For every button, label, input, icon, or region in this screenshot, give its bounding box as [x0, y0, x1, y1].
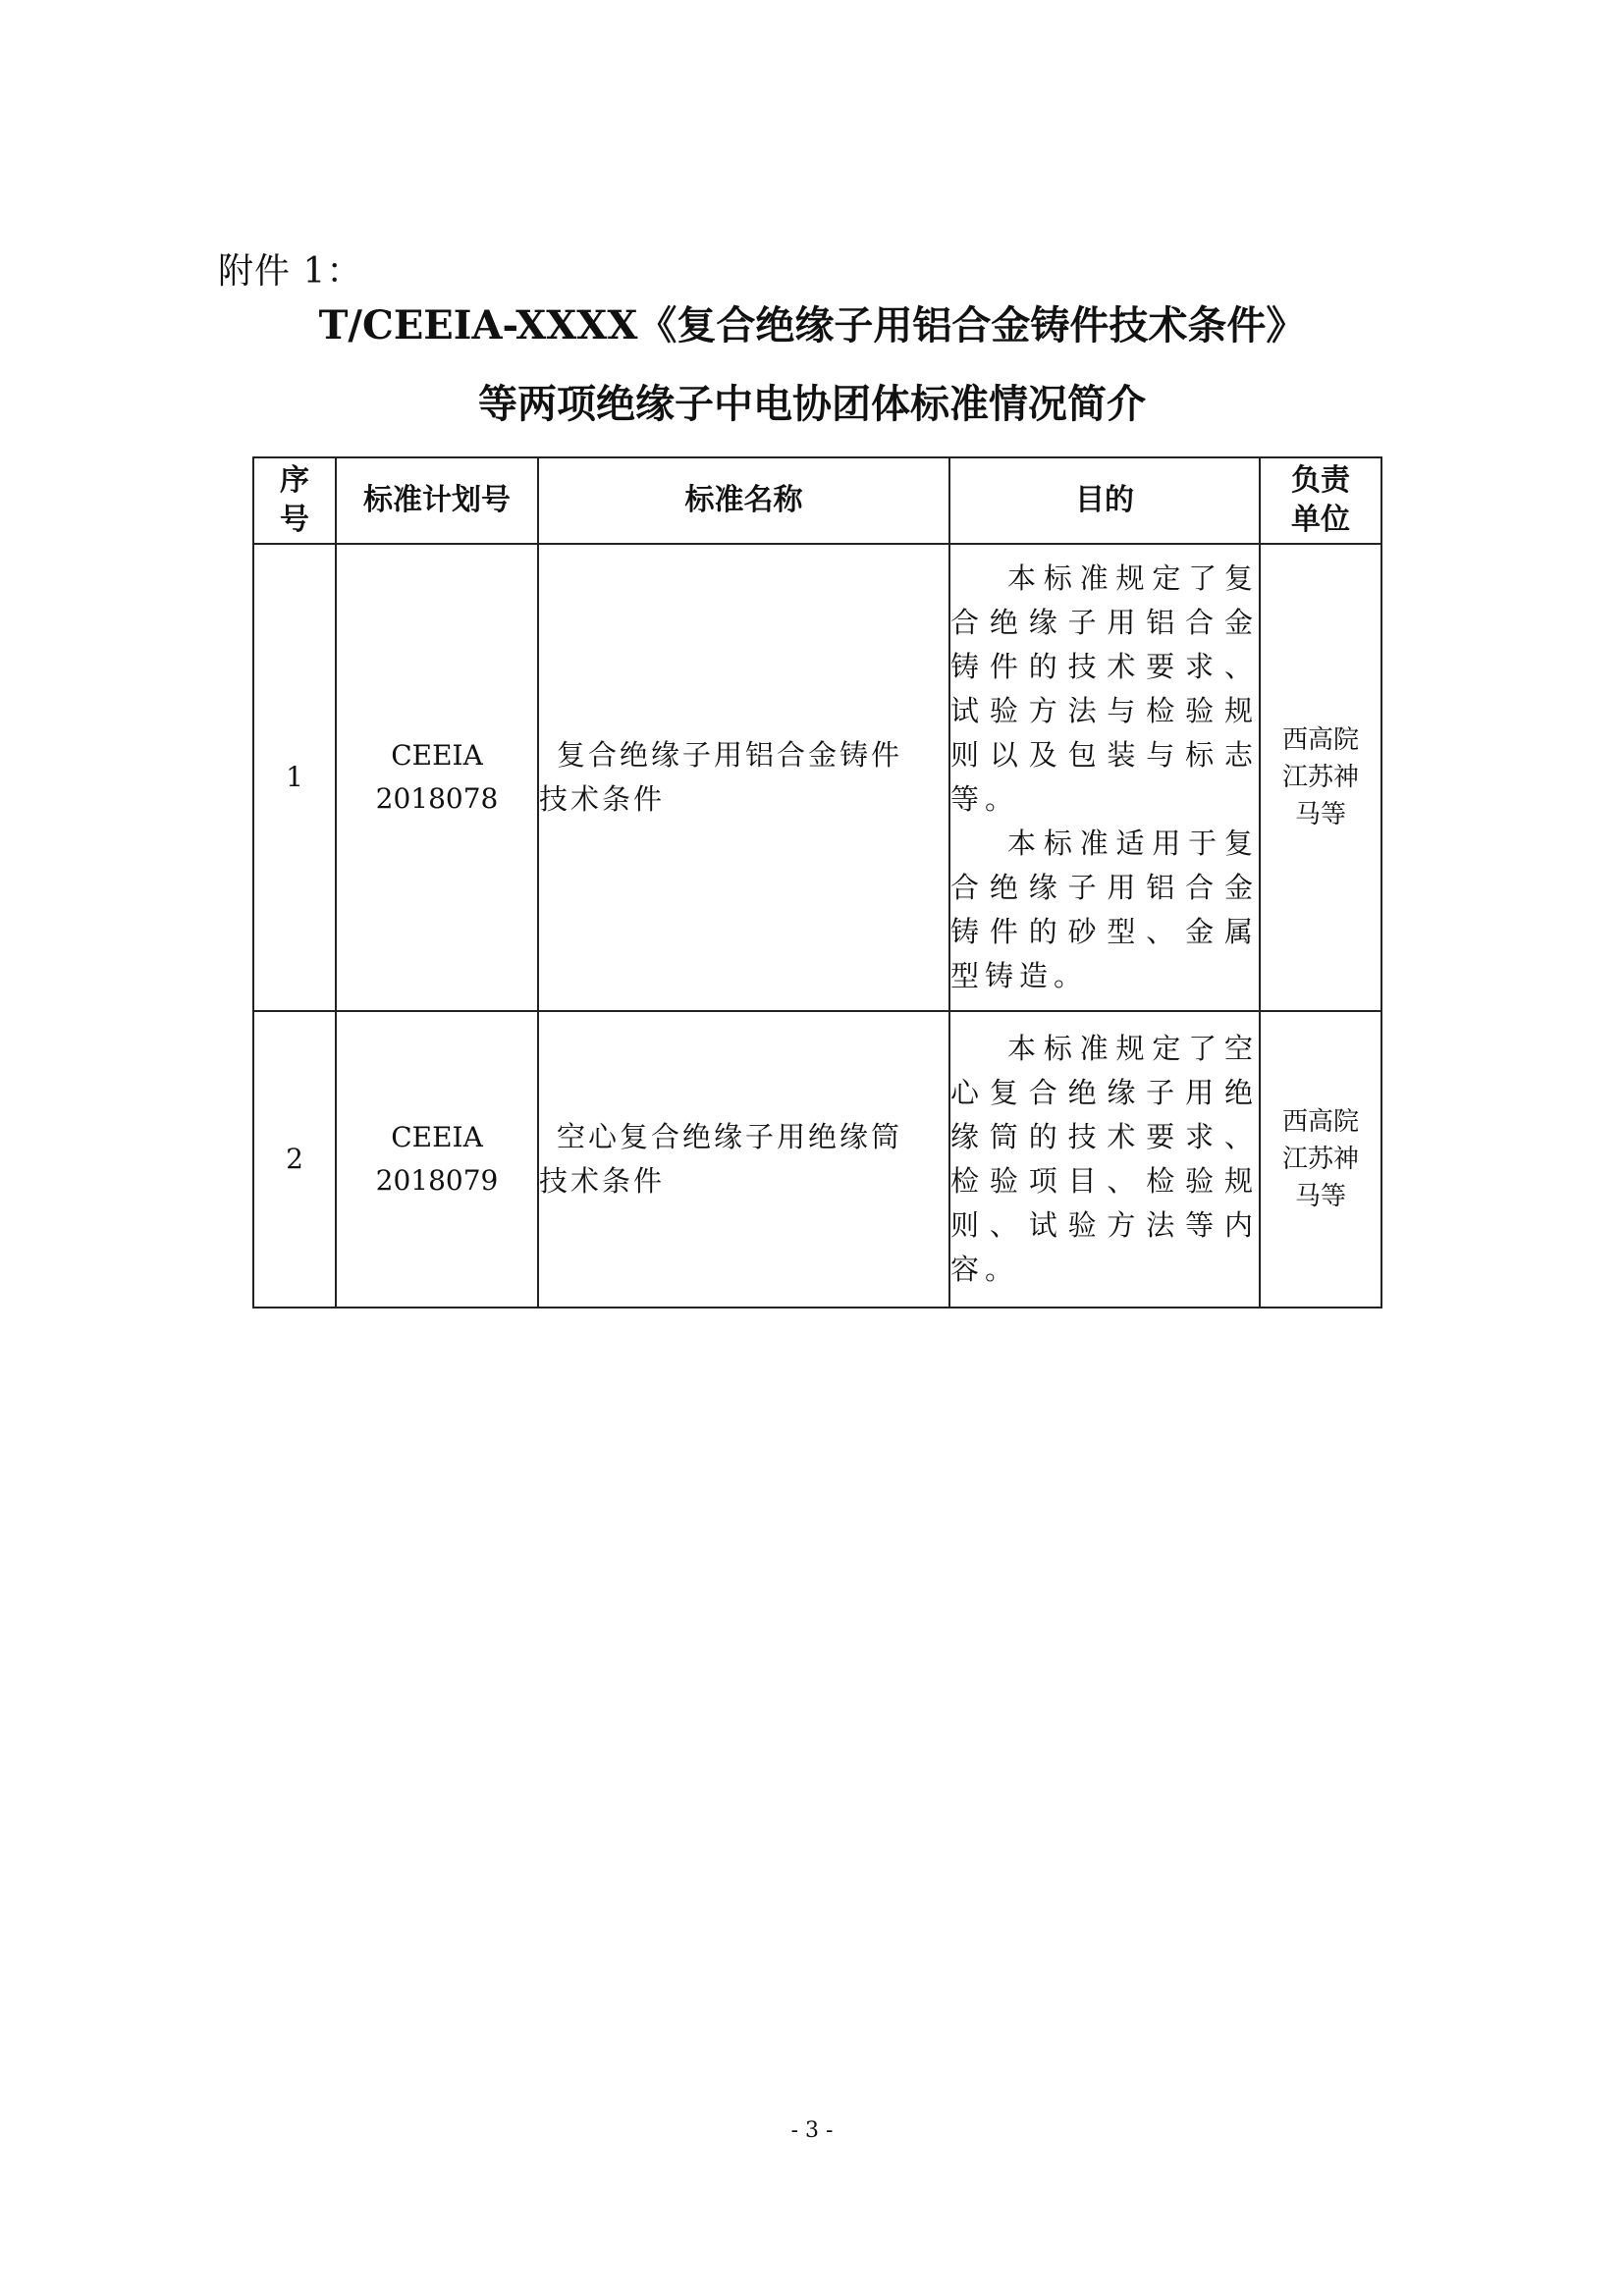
unit-line3: 马等	[1294, 1182, 1346, 1211]
document-title-line2: 等两项绝缘子中电协团体标准情况简介	[478, 381, 1146, 427]
header-no-line2: 号	[280, 503, 309, 537]
cell-purpose	[949, 1011, 1260, 1308]
unit-line2: 江苏神	[1281, 763, 1359, 792]
cell-plan	[336, 544, 538, 1011]
name-line2: 技术条件	[539, 1164, 666, 1198]
header-unit-line1: 负责	[1291, 463, 1350, 498]
name-line1: 空心复合绝缘子用绝缘筒	[557, 1120, 903, 1153]
header-name: 标准名称	[538, 457, 949, 544]
plan-line1: CEEIA	[391, 1121, 483, 1153]
purpose-paragraph-1: 本标准规定了空心复合绝缘子用绝缘筒的技术要求、检验项目、检验规则、试验方法等内容。	[950, 1032, 1259, 1286]
header-no-line1: 序	[280, 463, 309, 498]
plan-line2: 2018079	[375, 1164, 499, 1197]
header-plan: 标准计划号	[336, 457, 538, 544]
page-number: - 3 -	[790, 2118, 834, 2143]
cell-plan	[336, 1011, 538, 1308]
purpose-paragraph-1: 本标准规定了复合绝缘子用铝合金铸件的技术要求、试验方法与检验规则以及包装与标志等。	[950, 561, 1259, 816]
cell-name	[538, 544, 949, 1011]
unit-line1: 西高院	[1281, 1107, 1359, 1137]
plan-line1: CEEIA	[391, 739, 483, 772]
header-unit	[1260, 457, 1381, 544]
header-unit-line2: 单位	[1291, 503, 1350, 537]
cell-name	[538, 1011, 949, 1308]
table-row	[253, 544, 1381, 1011]
plan-line2: 2018078	[375, 782, 499, 815]
cell-unit	[1260, 544, 1381, 1011]
cell-no: 1	[253, 544, 336, 1011]
cell-purpose	[949, 544, 1260, 1011]
header-purpose: 目的	[949, 457, 1260, 544]
unit-line1: 西高院	[1281, 725, 1359, 755]
attachment-label: 附件 1：	[218, 251, 363, 292]
cell-no: 2	[253, 1011, 336, 1308]
standards-table	[252, 456, 1382, 1308]
purpose-paragraph-2: 本标准适用于复合绝缘子用铝合金铸件的砂型、金属型铸造。	[950, 827, 1259, 992]
cell-unit	[1260, 1011, 1381, 1308]
unit-line3: 马等	[1294, 800, 1346, 829]
name-line2: 技术条件	[539, 782, 666, 816]
document-title-line1: T/CEEIA-XXXX《复合绝缘子用铝合金铸件技术条件》	[318, 302, 1306, 348]
header-no	[253, 457, 336, 544]
unit-line2: 江苏神	[1281, 1145, 1359, 1174]
table-header-row	[253, 457, 1381, 544]
name-line1: 复合绝缘子用铝合金铸件	[557, 738, 903, 772]
table-row	[253, 1011, 1381, 1308]
